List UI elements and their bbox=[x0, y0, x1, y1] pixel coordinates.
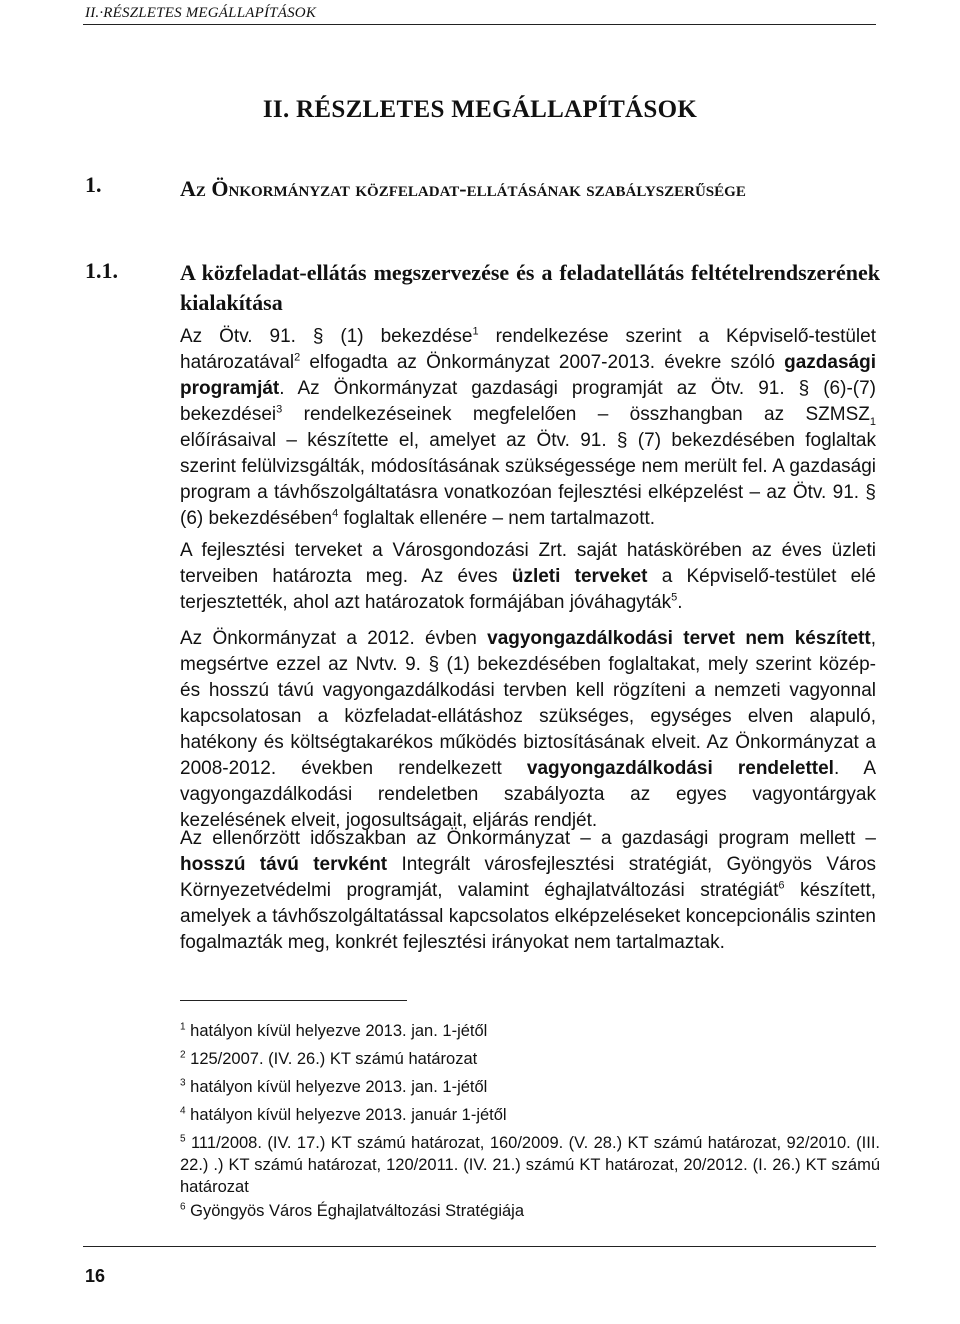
footnote-rule bbox=[180, 1000, 407, 1001]
page-number: 16 bbox=[85, 1266, 106, 1286]
paragraph-development-plans: A fejlesztési terveket a Városgondozási Zrt. saját hatáskörében az éves üzleti terveiben határozta meg. Az éves üzleti terveket a Képviselő-testület elé terjesztették, ahol azt határozatok formájában jóváhagyták$^5$. bbox=[180, 540, 876, 613]
section-1-number: 1. bbox=[85, 172, 102, 197]
paragraph-long-term-plans: Az ellenőrzött időszakban az Önkormányzat – a gazdasági program mellett – hosszú távú tervként Integrált városfejlesztési stratégiát, Gyöngyös Város Környezetvédelmi programját, valamint éghajlatváltozási stratégiát$^6$ készített, amelyek a távhőszolgáltatással kapcsolatos elképzeléseket koncepcionális szinten fogalmazták meg, konkrét fejlesztési irányokat nem tartalmaztak. bbox=[180, 828, 877, 953]
footnote: $^2$ 125/2007. (IV. 26.) KT számú határozat bbox=[180, 1049, 478, 1068]
footer-rule bbox=[83, 1246, 876, 1247]
section-1-1-number: 1.1. bbox=[85, 258, 118, 283]
footnote: $^4$ hatályon kívül helyezve 2013. január 1-jétől bbox=[180, 1105, 507, 1124]
paragraph-economic-program: Az Ötv. 91. § (1) bekezdése$^1$ rendelkezése szerint a Képviselő-testület határozatával$^2$ elfogadta az Önkormányzat 2007-2013. évekre szóló gazdasági programját. Az Önkormányzat gazdasági programját az Ötv. 91. § (6)-(7) bekezdései$^3$ rendelkezéseinek megfelelően – összhangban az $SZMSZ_1$ előírásaival – készítette el, amelyet az Ötv. 91. § (7) bekezdésében foglaltak szerint felülvizsgálták, módosításának szükségessége nem merült fel. A gazdasági program a távhőszolgáltatásra vonatkozóan fejlesztési elképzelést – az Ötv. 91. § (6) bekezdésében$^4$ foglaltak ellenére – nem tartalmazott. bbox=[180, 325, 876, 529]
running-header: II.·RÉSZLETES MEGÁLLAPÍTÁSOK bbox=[85, 5, 317, 21]
section-1-title: Az Önkormányzat közfeladat-ellátásának szabályszerűsége bbox=[180, 176, 746, 201]
header-rule bbox=[83, 24, 876, 25]
footnote: $^6$ Gyöngyös Város Éghajlatváltozási Stratégiája bbox=[180, 1201, 524, 1220]
footnote: $^1$ hatályon kívül helyezve 2013. jan. 1-jétől bbox=[180, 1021, 488, 1040]
footnote: $^5$ 111/2008. (IV. 17.) KT számú határozat, 160/2009. (V. 28.) KT számú határozat, 92/2010. (III. 22.) .) KT számú határozat, 120/2011. (IV. 21.) számú KT határozat, 20/2012. (I. 26.) KT számú határozat bbox=[180, 1133, 880, 1196]
paragraph-asset-management: Az Önkormányzat a 2012. évben vagyongazdálkodási tervet nem készített, megsértve ezzel az Nvtv. 9. § (1) bekezdésében foglaltakat, mely szerint közép- és hosszú távú vagyongazdálkodási tervben kell rögzíteni a nemzeti vagyonnal kapcsolatosan a közfeladat-ellátáshoz szükséges, egységes elven alapuló, hatékony és költségtakarékos működés biztosításának elveit. Az Önkormányzat a 2008-2012. években rendelkezett vagyongazdálkodási rendelettel. A vagyongazdálkodási rendeletben szabályozta az egyes vagyontárgyak kezelésének elveit, jogosultságait, eljárás rendjét. bbox=[180, 628, 876, 831]
section-1-1-title: A közfeladat-ellátás megszervezése és a feladatellátás feltételrendszerének kialakítása bbox=[180, 260, 880, 315]
page-title: II. RÉSZLETES MEGÁLLAPÍTÁSOK bbox=[262, 96, 698, 123]
footnote: $^3$ hatályon kívül helyezve 2013. jan. 1-jétől bbox=[180, 1077, 488, 1096]
